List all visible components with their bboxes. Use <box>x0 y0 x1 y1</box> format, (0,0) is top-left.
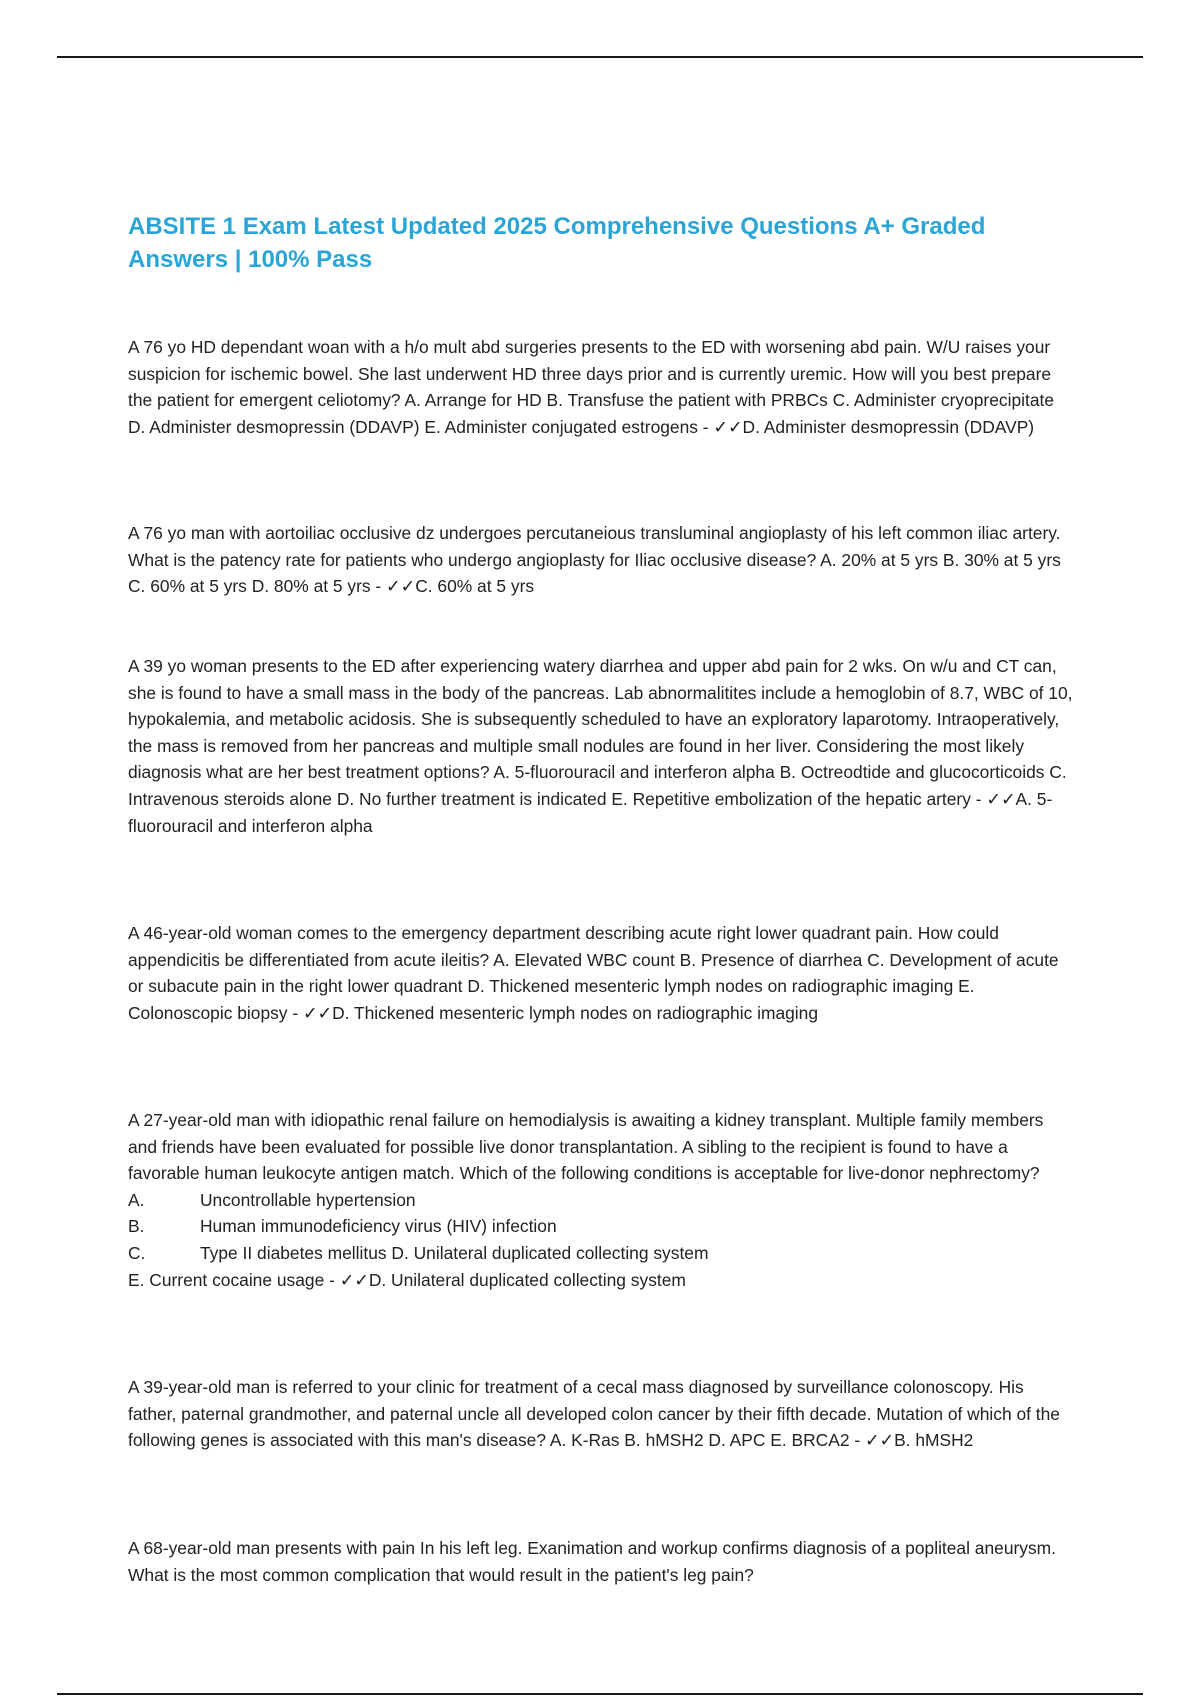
option-letter: B. <box>128 1216 145 1237</box>
question-5-stem: A 27-year-old man with idiopathic renal failure on hemodialysis is awaiting a kidney transplant. Multiple family members and friends have been evaluated for possible live donor transplantation. A sibling to the recipient is found to have a favorable human leukocyte antigen match. Which of the following conditions is acceptable for live-donor nephrectomy? <box>128 1110 1044 1184</box>
question-5-option-b <box>128 1213 1073 1240</box>
question-7: A 68-year-old man presents with pain In his left leg. Exanimation and workup confirms diagnosis of a popliteal aneurysm. What is the most common complication that would result in the patient's leg pain? <box>128 1538 1056 1585</box>
option-letter: C. <box>128 1242 146 1263</box>
question-5-option-a <box>128 1187 1073 1214</box>
document-title: ABSITE 1 Exam Latest Updated 2025 Comprehensive Questions A+ Graded Answers | 100% Pass <box>128 213 986 273</box>
question-2: A 76 yo man with aortoiliac occlusive dz undergoes percutaneious transluminal angioplasty of his left common iliac artery. What is the patency rate for patients who undergo angioplasty for Iliac occlusive disease? A. 20% at 5 yrs B. 30% at 5 yrs C. 60% at 5 yrs D. 80% at 5 yrs - ✓✓C. 60% at 5 yrs <box>128 523 1061 597</box>
question-5 <box>128 1107 1073 1293</box>
question-6: A 39-year-old man is referred to your clinic for treatment of a cecal mass diagnosed by surveillance colonoscopy. His father, paternal grandmother, and paternal uncle all developed colon cancer by their fifth decade. Mutation of which of the following genes is associated with this man's disease? A. K-Ras B. hMSH2 D. APC E. BRCA2 - ✓✓B. hMSH2 <box>128 1377 1060 1451</box>
option-text: Type II diabetes mellitus D. Unilateral duplicated collecting system <box>200 1242 709 1263</box>
bottom-rule <box>57 1693 1143 1695</box>
question-3: A 39 yo woman presents to the ED after experiencing watery diarrhea and upper abd pain for 2 wks. On w/u and CT can, she is found to have a small mass in the body of the pancreas. Lab abnormalitites include a hemoglobin of 8.7, WBC of 10, hypokalemia, and metabolic acidosis. She is subsequently scheduled to have an exploratory laparotomy. Intraoperatively, the mass is removed from her pancreas and multiple small nodules are found in her liver. Considering the most likely diagnosis what are her best treatment options? A. 5-fluorouracil and interferon alpha B. Octreodtide and glucocorticoids C. Intravenous steroids alone D. No further treatment is indicated E. Repetitive embolization of the hepatic artery - ✓✓A. 5-fluorouracil and interferon alpha <box>128 656 1073 836</box>
option-letter: A. <box>128 1189 145 1210</box>
question-5-answer: E. Current cocaine usage - ✓✓D. Unilateral duplicated collecting system <box>128 1269 686 1290</box>
top-rule <box>57 56 1143 58</box>
question-4: A 46-year-old woman comes to the emergency department describing acute right lower quadrant pain. How could appendicitis be differentiated from acute ileitis? A. Elevated WBC count B. Presence of diarrhea C. Development of acute or subacute pain in the right lower quadrant D. Thickened mesenteric lymph nodes on radiographic imaging E. Colonoscopic biopsy - ✓✓D. Thickened mesenteric lymph nodes on radiographic imaging <box>128 923 1059 1023</box>
option-text: Uncontrollable hypertension <box>200 1189 416 1210</box>
question-1: A 76 yo HD dependant woan with a h/o mult abd surgeries presents to the ED with worsening abd pain. W/U raises your suspicion for ischemic bowel. She last underwent HD three days prior and is currently uremic. How will you best prepare the patient for emergent celiotomy? A. Arrange for HD B. Transfuse the patient with PRBCs C. Administer cryoprecipitate D. Administer desmopressin (DDAVP) E. Administer conjugated estrogens - ✓✓D. Administer desmopressin (DDAVP) <box>128 337 1054 437</box>
option-text: Human immunodeficiency virus (HIV) infection <box>200 1216 557 1237</box>
question-5-option-c <box>128 1240 1073 1267</box>
